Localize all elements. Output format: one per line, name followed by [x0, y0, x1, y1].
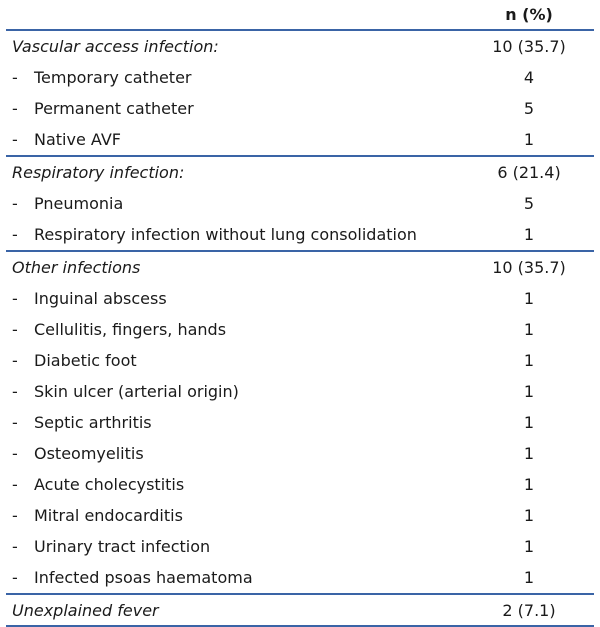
- table-row: [6, 124, 594, 156]
- table-row: [6, 345, 594, 376]
- row-bullet: -: [12, 382, 18, 401]
- row-value: 1: [523, 225, 535, 244]
- row-value: 1: [523, 568, 535, 587]
- row-value: 10 (35.7): [492, 37, 566, 56]
- row-bullet: -: [12, 444, 18, 463]
- row-value: 10 (35.7): [464, 251, 594, 283]
- row-bullet: -: [12, 68, 18, 87]
- row-label: Native AVF: [34, 130, 121, 149]
- row-label: Skin ulcer (arterial origin): [34, 382, 239, 401]
- row-label: Respiratory infection:: [6, 156, 464, 188]
- row-label: Respiratory infection without lung consolidation: [34, 225, 417, 244]
- row-value: 1: [523, 444, 535, 463]
- table-header-row: [6, 0, 594, 30]
- row-value: 6 (21.4): [464, 156, 594, 188]
- table-row: [6, 283, 594, 314]
- row-value: 1: [523, 320, 535, 339]
- row-value: 1: [523, 506, 535, 525]
- table-row: [6, 438, 594, 469]
- table-row: [6, 531, 594, 562]
- row-label: Other infections: [6, 251, 464, 283]
- row-value: 1: [523, 289, 535, 308]
- table-row: [6, 62, 594, 93]
- row-value: 1: [523, 537, 535, 556]
- category-row-respiratory: [6, 156, 594, 188]
- row-label: Infected psoas haematoma: [34, 568, 253, 587]
- category-row-other-infections: [6, 251, 594, 283]
- table-row: [6, 314, 594, 345]
- row-label: Mitral endocarditis: [34, 506, 183, 525]
- row-bullet: -: [12, 351, 18, 370]
- row-value: 4: [523, 68, 535, 87]
- row-bullet: -: [12, 194, 18, 213]
- table-row: [6, 93, 594, 124]
- row-value: 5: [523, 99, 535, 118]
- header-value-col: n (%): [464, 0, 594, 30]
- row-label: Diabetic foot: [34, 351, 137, 370]
- row-value: 5: [523, 194, 535, 213]
- row-bullet: -: [12, 225, 18, 244]
- row-bullet: -: [12, 130, 18, 149]
- table-row: [6, 188, 594, 219]
- row-bullet: -: [12, 99, 18, 118]
- row-label: Cellulitis, fingers, hands: [34, 320, 227, 339]
- infection-table-container: [6, 0, 594, 627]
- row-label: Vascular access infection:: [12, 37, 219, 56]
- table-row: [6, 407, 594, 438]
- row-value: 1: [523, 475, 535, 494]
- row-bullet: -: [12, 320, 18, 339]
- row-bullet: -: [12, 413, 18, 432]
- row-value: 1: [523, 351, 535, 370]
- row-bullet: -: [12, 475, 18, 494]
- row-label: Osteomyelitis: [34, 444, 144, 463]
- row-label: Urinary tract infection: [34, 537, 211, 556]
- row-bullet: -: [12, 537, 18, 556]
- row-value: 1: [523, 130, 535, 149]
- table-row: [6, 219, 594, 251]
- category-row-unexplained-fever: [6, 594, 594, 626]
- row-label: Temporary catheter: [34, 68, 192, 87]
- row-label: Pneumonia: [34, 194, 124, 213]
- row-bullet: -: [12, 568, 18, 587]
- category-row-vascular-access: [6, 30, 594, 62]
- row-label: Acute cholecystitis: [34, 475, 185, 494]
- infection-table: [6, 0, 594, 627]
- row-value: 1: [523, 413, 535, 432]
- row-value: 2 (7.1): [464, 594, 594, 626]
- row-label: Inguinal abscess: [34, 289, 167, 308]
- row-label: Septic arthritis: [34, 413, 152, 432]
- table-row: [6, 562, 594, 594]
- table-row: [6, 500, 594, 531]
- table-row: [6, 376, 594, 407]
- table-row: [6, 469, 594, 500]
- header-label-col: [6, 0, 464, 30]
- row-bullet: -: [12, 289, 18, 308]
- row-bullet: -: [12, 506, 18, 525]
- row-label: Unexplained fever: [6, 594, 464, 626]
- row-value: 1: [523, 382, 535, 401]
- row-label: Permanent catheter: [34, 99, 194, 118]
